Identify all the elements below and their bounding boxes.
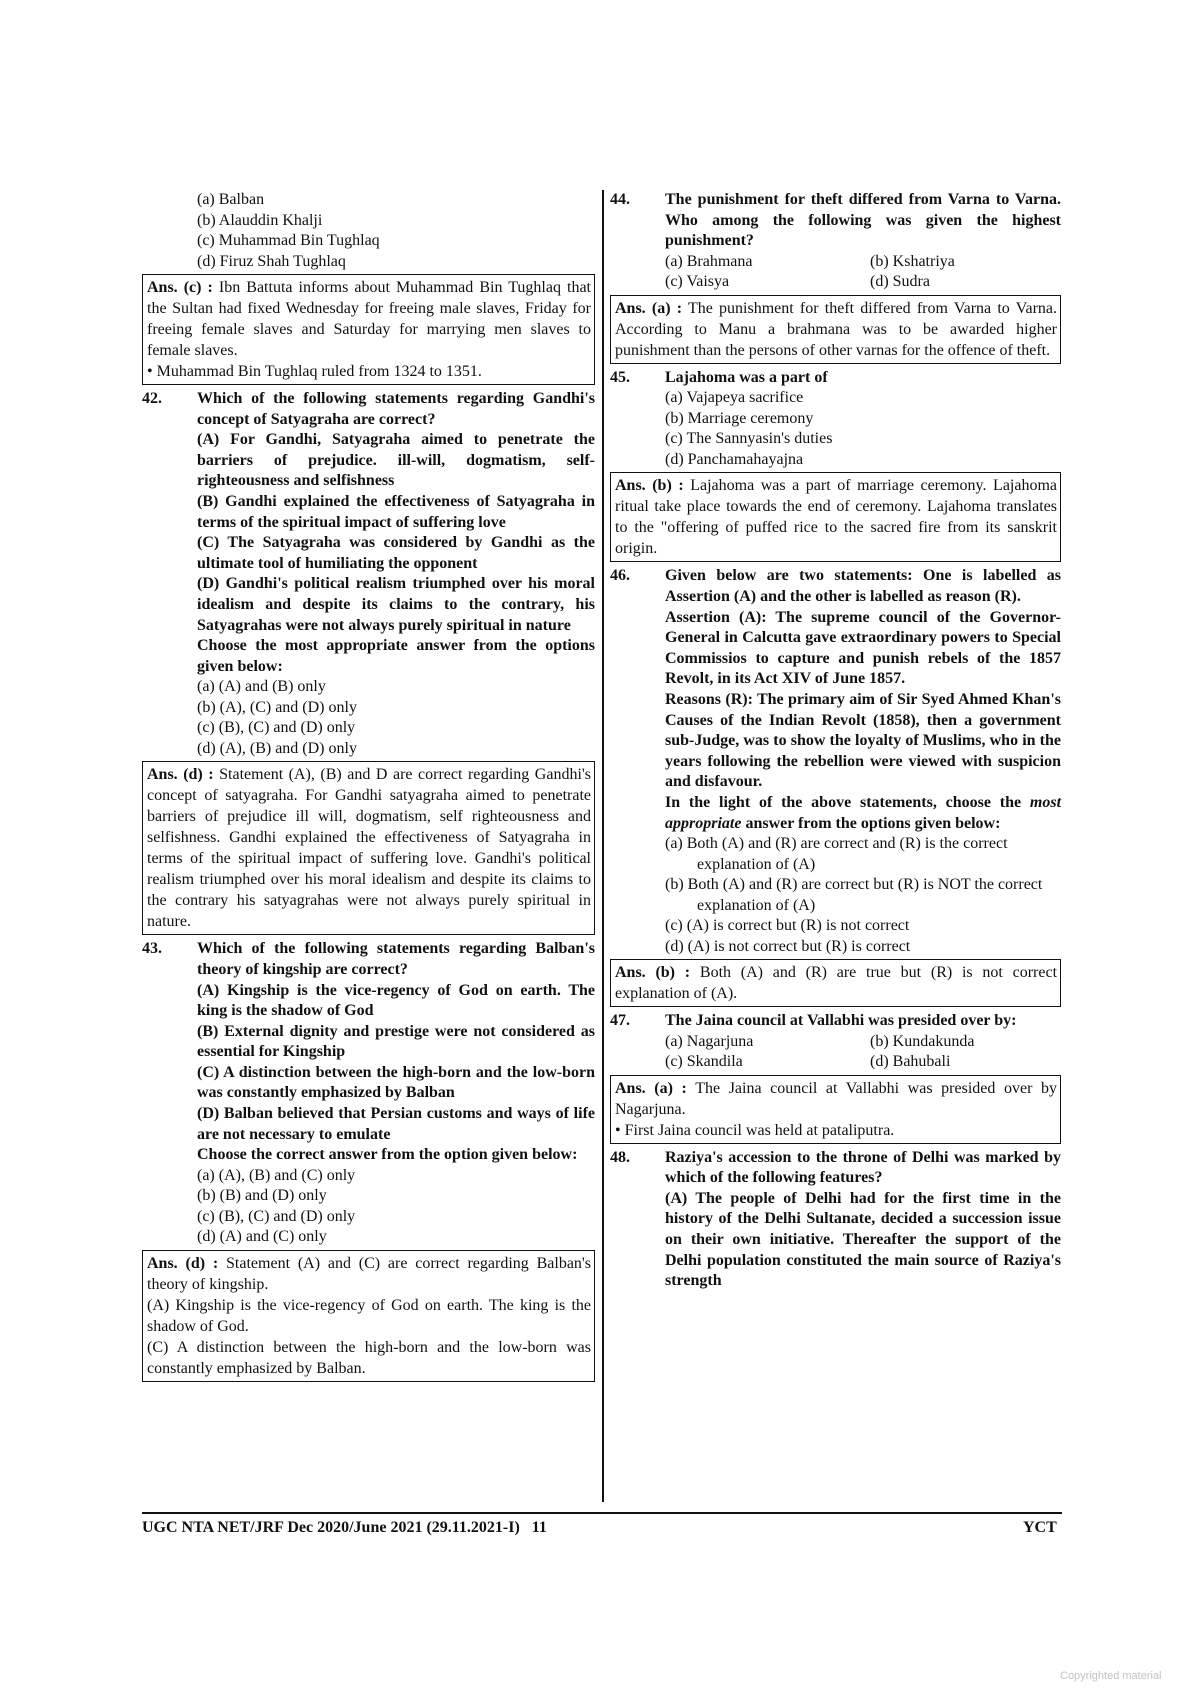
q41-answer-box bbox=[142, 274, 595, 385]
q43-option-d: (d) (A) and (C) only bbox=[197, 1228, 327, 1246]
q44-stem bbox=[610, 190, 1061, 252]
q43-statement-b: (B) External dignity and prestige were not considered as essential for Kingship bbox=[197, 1022, 595, 1061]
q47-option-a: (a) Nagarjuna bbox=[665, 1032, 754, 1050]
q48-statement-a: (A) The people of Delhi had for the first time in the history of the Delhi Sultanate, decided a succession issue on their own initiative. Thereafter the support of the Delhi population constituted the main source of Raziya's strength bbox=[665, 1189, 1061, 1290]
q46-choose-emphasis: most appropriate bbox=[665, 793, 1062, 832]
q42-answer-box bbox=[142, 761, 595, 935]
q46-question-text: Given below are two statements: One is labelled as Assertion (A) and the other is labelled as reason (R). bbox=[665, 567, 1061, 605]
q42-option-d: (d) (A), (B) and (D) only bbox=[197, 739, 357, 757]
q45-option-d: (d) Panchamahayajna bbox=[665, 450, 804, 468]
q41-answer-bullet: • Muhammad Bin Tughlaq ruled from 1324 to 1351. bbox=[147, 363, 482, 380]
q41-option-c: (c) Muhammad Bin Tughlaq bbox=[197, 232, 380, 249]
q43-stem bbox=[142, 939, 595, 980]
q42-number: 42. bbox=[142, 390, 162, 407]
right-column bbox=[610, 190, 1061, 1292]
q46-option-d: (d) (A) is not correct but (R) is correct bbox=[665, 937, 911, 955]
q46-option-b: (b) Both (A) and (R) are correct but (R) is NOT the correct explanation of (A) bbox=[665, 876, 1043, 914]
q45-answer-text: Lajahoma was a part of marriage ceremony. Lajahoma ritual take place towards the end of ceremony. Lajahoma translates to the "offering of puffed rice to the sacred fire from its sanskrit origin. bbox=[615, 477, 1058, 558]
q45-option-c: (c) The Sannyasin's duties bbox=[665, 430, 833, 448]
q41-option-d: (d) Firuz Shah Tughlaq bbox=[197, 252, 346, 270]
q42-option-b: (b) (A), (C) and (D) only bbox=[197, 698, 357, 716]
left-column bbox=[142, 190, 595, 1386]
q45-option-b: (b) Marriage ceremony bbox=[665, 409, 814, 427]
copyright-watermark: Copyrighted material bbox=[1060, 1670, 1162, 1682]
q41-option-b: (b) Alauddin Khalji bbox=[197, 211, 323, 229]
q47-option-d: (d) Bahubali bbox=[870, 1053, 951, 1071]
q42-option-a: (a) (A) and (B) only bbox=[197, 678, 326, 696]
q43-statement-c: (C) A distinction between the high-born and the low-born was constantly emphasized by Balban bbox=[197, 1063, 595, 1102]
q46-option-a: (a) Both (A) and (R) are correct and (R) is the correct explanation of (A) bbox=[665, 835, 1008, 873]
footer-publisher: YCT bbox=[1023, 1519, 1057, 1536]
q46-number: 46. bbox=[610, 567, 630, 585]
q45-answer-label: Ans. (b) : bbox=[615, 477, 684, 495]
q42-question-text: Which of the following statements regarding Gandhi's concept of Satyagraha are correct? bbox=[197, 390, 595, 428]
q47-answer-text: The Jaina council at Vallabhi was presided over by Nagarjuna. bbox=[615, 1079, 1058, 1118]
q44-answer-text: The punishment for theft differed from Varna to Varna. According to Manu a brahmana was to be awarded higher punishment than the persons of other varnas for the offence of theft. bbox=[615, 299, 1058, 359]
q46-option-c: (c) (A) is correct but (R) is not correct bbox=[665, 917, 910, 935]
q46-reason: Reasons (R): The primary aim of Sir Syed Ahmed Khan's Causes of the Indian Revolt (1858), then a government sub-Judge, was to show the loyalty of Muslims, who in the years following the rebellion were viewed with suspicion and disfavour. bbox=[665, 690, 1061, 791]
q43-answer-point-c: (C) A distinction between the high-born and the low-born was constantly emphasized by Balban. bbox=[147, 1338, 591, 1377]
q43-question-text: Which of the following statements regarding Balban's theory of kingship are correct? bbox=[197, 940, 595, 978]
q47-number: 47. bbox=[610, 1012, 630, 1030]
q43-answer-point-a: (A) Kingship is the vice-regency of God on earth. The king is the shadow of God. bbox=[147, 1296, 591, 1335]
q48-number: 48. bbox=[610, 1148, 630, 1166]
q46-choose-part-2: answer from the options given below: bbox=[745, 814, 1001, 832]
q42-stem bbox=[142, 389, 595, 430]
q47-stem bbox=[610, 1011, 1061, 1032]
q43-statement-d: (D) Balban believed that Persian customs and ways of life are not necessary to emulate bbox=[197, 1105, 595, 1143]
q47-answer-bullet: • First Jaina council was held at pataliputra. bbox=[615, 1121, 895, 1139]
q47-answer-label: Ans. (a) : bbox=[615, 1079, 687, 1097]
q48-question-text: Raziya's accession to the throne of Delhi was marked by which of the following features? bbox=[665, 1148, 1061, 1187]
q47-question-text: The Jaina council at Vallabhi was presided over by: bbox=[665, 1012, 1017, 1030]
q46-choose-instruction bbox=[610, 793, 1061, 834]
q43-number: 43. bbox=[142, 940, 162, 958]
q46-answer-box bbox=[610, 959, 1061, 1007]
q46-stem bbox=[610, 566, 1061, 607]
q42-answer-label: Ans. (d) : bbox=[147, 766, 214, 784]
q47-options bbox=[610, 1032, 1061, 1073]
q43-option-c: (c) (B), (C) and (D) only bbox=[197, 1207, 356, 1225]
q42-option-c: (c) (B), (C) and (D) only bbox=[197, 719, 356, 737]
q44-answer-label: Ans. (a) : bbox=[615, 299, 683, 317]
q48-stem bbox=[610, 1148, 1061, 1189]
q43-option-b: (b) (B) and (D) only bbox=[197, 1187, 327, 1205]
q44-question-text: The punishment for theft differed from Varna to Varna. Who among the following was given the highest punishment? bbox=[665, 191, 1061, 250]
q41-option-a: (a) Balban bbox=[197, 191, 265, 208]
column-divider bbox=[602, 190, 604, 1502]
q42-statement-c: (C) The Satyagraha was considered by Gandhi as the ultimate tool of humiliating the opponent bbox=[197, 534, 595, 572]
q42-choose-instruction: Choose the most appropriate answer from the options given below: bbox=[197, 637, 595, 675]
q43-answer-text: Statement (A) and (C) are correct regarding Balban's theory of kingship. bbox=[147, 1254, 592, 1293]
q43-answer-label: Ans. (d) : bbox=[147, 1254, 219, 1272]
q44-answer-box bbox=[610, 295, 1061, 364]
q47-option-b: (b) Kundakunda bbox=[870, 1032, 975, 1050]
q43-statement-a: (A) Kingship is the vice-regency of God on earth. The king is the shadow of God bbox=[197, 981, 595, 1020]
q46-assertion: Assertion (A): The supreme council of the Governor-General in Calcutta gave extraordinary powers to Special Commissios to capture and punish rebels of the 1857 Revolt, in its Act XIV of June 1857. bbox=[665, 608, 1061, 688]
q44-options bbox=[610, 252, 1061, 293]
q44-option-b: (b) Kshatriya bbox=[870, 252, 955, 270]
q42-statement-b: (B) Gandhi explained the effectiveness of Satyagraha in terms of the spiritual impact of suffering love bbox=[197, 492, 595, 531]
q44-option-a: (a) Brahmana bbox=[665, 252, 753, 270]
q46-answer-text: Both (A) and (R) are true but (R) is not correct explanation of (A). bbox=[615, 964, 1058, 1003]
q45-answer-box bbox=[610, 472, 1061, 562]
q41-answer-label: Ans. (c) : bbox=[147, 279, 213, 296]
footer-exam-title: UGC NTA NET/JRF Dec 2020/June 2021 (29.11.2021-I) 11 bbox=[142, 1519, 547, 1536]
q43-answer-box bbox=[142, 1250, 595, 1382]
q42-statement-a: (A) For Gandhi, Satyagraha aimed to penetrate the barriers of prejudice. ill-will, dogmatism, self-righteousness and selfishness bbox=[197, 431, 595, 490]
q41-answer-text: Ibn Battuta informs about Muhammad Bin Tughlaq that the Sultan had fixed Wednesday for freeing male slaves, Friday for freeing female slaves and Saturday for marrying men slaves to female slaves. bbox=[147, 279, 591, 359]
q46-choose-part-1: In the light of the above statements, choose the bbox=[665, 793, 1022, 811]
q45-number: 45. bbox=[610, 368, 630, 386]
q44-option-c: (c) Vaisya bbox=[665, 273, 730, 291]
q44-option-d: (d) Sudra bbox=[870, 273, 930, 291]
q45-stem bbox=[610, 368, 1061, 389]
q43-choose-instruction: Choose the correct answer from the option given below: bbox=[197, 1146, 578, 1164]
q46-answer-label: Ans. (b) : bbox=[615, 964, 691, 982]
q45-question-text: Lajahoma was a part of bbox=[665, 368, 828, 386]
footer-rule bbox=[142, 1512, 1062, 1514]
q43-option-a: (a) (A), (B) and (C) only bbox=[197, 1166, 356, 1184]
q42-statement-d: (D) Gandhi's political realism triumphed over his moral idealism and despite its claims to the contrary, his Satyagrahas were not always purely spiritual in nature bbox=[197, 575, 595, 634]
q47-answer-box bbox=[610, 1075, 1061, 1144]
q47-option-c: (c) Skandila bbox=[665, 1053, 743, 1071]
q45-option-a: (a) Vajapeya sacrifice bbox=[665, 389, 804, 407]
q42-answer-text: Statement (A), (B) and D are correct regarding Gandhi's concept of satyagraha. For Gandhi satyagraha aimed to penetrate barriers of prejudice ill will, dogmatism, self righteousness and selfishness. Gandhi explained the effectiveness of Satyagraha in terms of the spiritual impact of suffering love. Gandhi's political realism triumphed over his moral idealism and despite its claims to the contrary his satyagrahas were not always purely spiritual in nature. bbox=[147, 766, 592, 931]
q44-number: 44. bbox=[610, 191, 630, 208]
